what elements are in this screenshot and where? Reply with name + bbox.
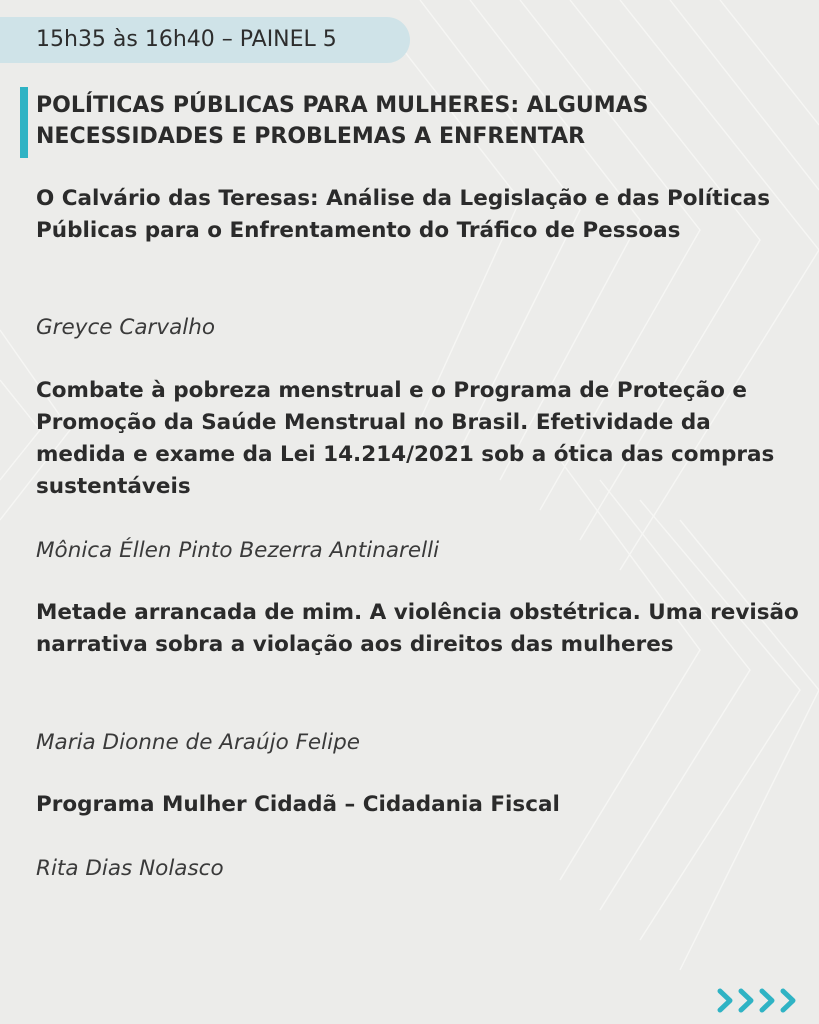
presentation-author-4: Rita Dias Nolasco [36,856,224,881]
panel-title: POLÍTICAS PÚBLICAS PARA MULHERES: ALGUMAS NECESSIDADES E PROBLEMAS A ENFRENTAR [36,93,649,149]
presentation-title-4: Programa Mulher Cidadã – Cidadania Fiscal [36,792,560,817]
time-label: 15h35 às 16h40 – PAINEL 5 [36,27,337,52]
presentation-author-2: Mônica Éllen Pinto Bezerra Antinarelli [36,538,440,563]
presentation-title-3: Metade arrancada de mim. A violência obstétrica. Uma revisão narrativa sobra a violação aos direitos das mulheres [36,600,799,657]
presentation-title-2: Combate à pobreza menstrual e o Programa de Proteção e Promoção da Saúde Menstrual no Brasil. Efetividade da medida e exame da Lei 14.214/2021 sob a ótica das compras sustentáveis [36,378,775,499]
presentation-author-3: Maria Dionne de Araújo Felipe [36,730,360,755]
title-accent-bar [20,87,28,158]
presentation-author-1: Greyce Carvalho [36,315,216,340]
chevrons-right-icon[interactable] [716,987,808,1014]
presentation-title-1: O Calvário das Teresas: Análise da Legislação e das Políticas Públicas para o Enfrentamento do Tráfico de Pessoas [36,186,770,243]
